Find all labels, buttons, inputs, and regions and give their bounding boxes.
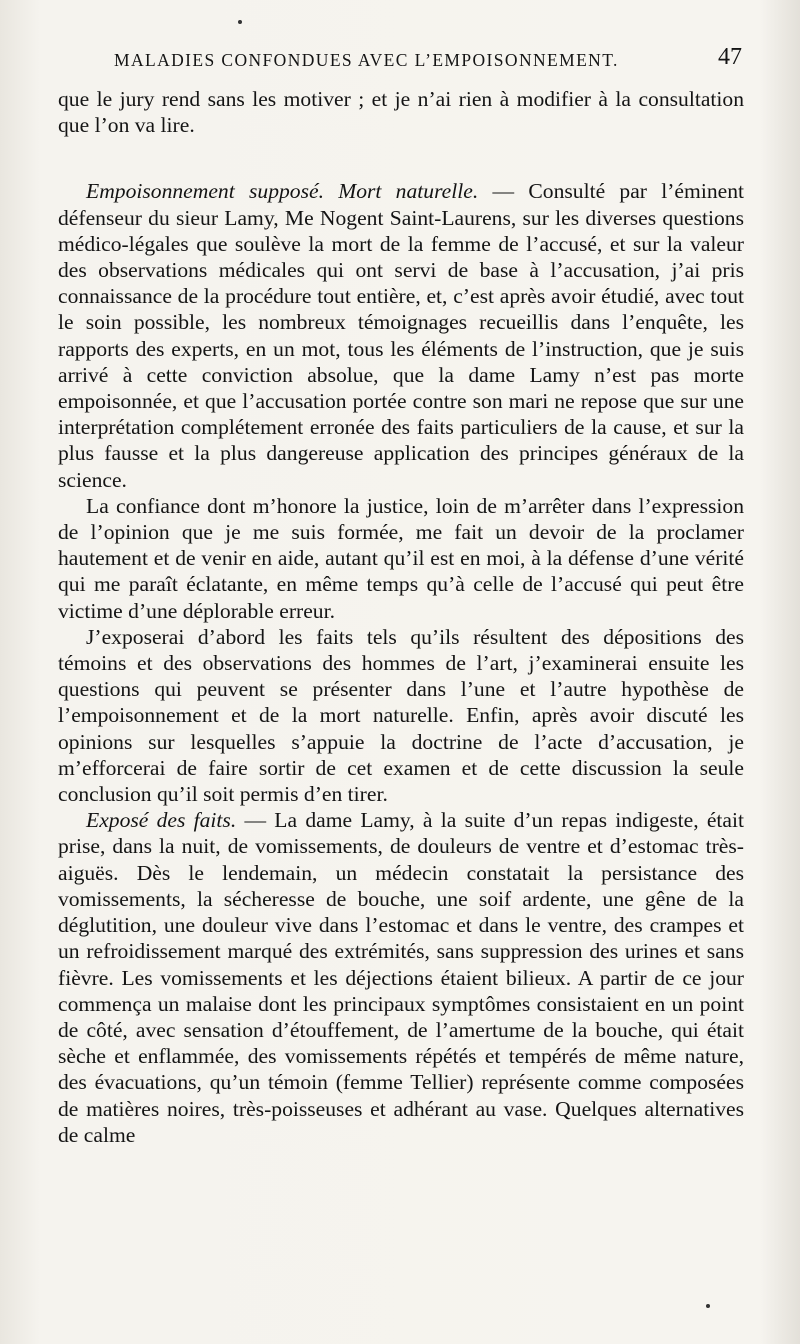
page-header xyxy=(58,44,742,74)
running-title: MALADIES CONFONDUES AVEC L’EMPOISONNEMENT. xyxy=(114,50,619,70)
page-blemish xyxy=(238,20,242,24)
paragraph-text: La confiance dont m’honore la justice, loin de m’arrêter dans l’expression de l’opinion que je me suis formée, me fait un devoir de la proclamer hautement et de venir en aide, autant qu’il est en moi, à la défense d’une vérité qui me paraît éclatante, en même temps qu’à celle de l’accusé qui peut être victime d’une déplorable erreur. xyxy=(58,493,744,623)
paragraph xyxy=(58,624,744,807)
page-number: 47 xyxy=(718,44,742,70)
paragraph-text: J’exposerai d’abord les faits tels qu’ils résultent des dépositions des témoins et des observations des hommes de l’art, j’examinerai ensuite les questions qui peuvent se présenter dans l’une et l’autre hypothèse de l’empoisonnement et de la mort naturelle. Enfin, après avoir discuté les opinions sur lesquelles s’appuie la doctrine de l’acte d’accusation, je m’efforcerai de faire sortir de cet examen et de cette discussion la seule conclusion qu’il soit permis d’en tirer. xyxy=(58,624,744,807)
section-heading: Exposé des faits. xyxy=(86,808,237,833)
paragraph xyxy=(58,178,744,492)
paragraph-text: — Consulté par l’éminent défenseur du sieur Lamy, Me Nogent Saint-Laurens, sur les diverses questions médico-légales que soulève la mort de la femme de l’accusé, et sur la valeur des observations médicales qui ont servi de base à l’accusation, j’ai pris connaissance de la procédure tout entière, et, c’est après avoir étudié, avec tout le soin possible, les nombreux témoignages recueillis dans l’enquête, les rapports des experts, en un mot, tous les éléments de l’instruction, que je suis arrivé à cette conviction absolue, que la dame Lamy n’est pas morte empoisonnée, et que l’accusation portée contre son mari ne repose que sur une interprétation complétement erronée des faits particuliers de la cause, et sur la plus fausse et la plus dangereuse application des principes généraux de la science. xyxy=(58,179,744,492)
paragraph xyxy=(58,86,744,138)
paragraph xyxy=(58,493,744,624)
section-heading: Empoisonnement supposé. Mort naturelle. xyxy=(86,179,479,204)
page-blemish xyxy=(706,1304,710,1308)
page-body xyxy=(58,86,744,1148)
paragraph-text: — La dame Lamy, à la suite d’un repas indigeste, était prise, dans la nuit, de vomissements, de douleurs de ventre et d’estomac très-aiguës. Dès le lendemain, un médecin constatait la persistance des vomissements, la sécheresse de bouche, une soif ardente, une gêne de la déglutition, une douleur vive dans l’estomac et dans le ventre, des crampes et un refroidissement marqué des extrémités, sans suppression des urines et sans fièvre. Les vomissements et les déjections étaient bilieux. A partir de ce jour commença un malaise dont les principaux symptômes consistaient en un point de côté, avec sensation d’étouffement, de l’amertume de la bouche, qui était sèche et enflammée, des vomissements répétés et tempérés de même nature, des évacuations, qu’un témoin (femme Tellier) représente comme composées de matières noires, très-poisseuses et adhérant au vase. Quelques alternatives de calme xyxy=(58,808,744,1147)
paragraph xyxy=(58,807,744,1148)
paragraph-text: que le jury rend sans les motiver ; et je n’ai rien à modifier à la consultation que l’on va lire. xyxy=(58,87,744,138)
